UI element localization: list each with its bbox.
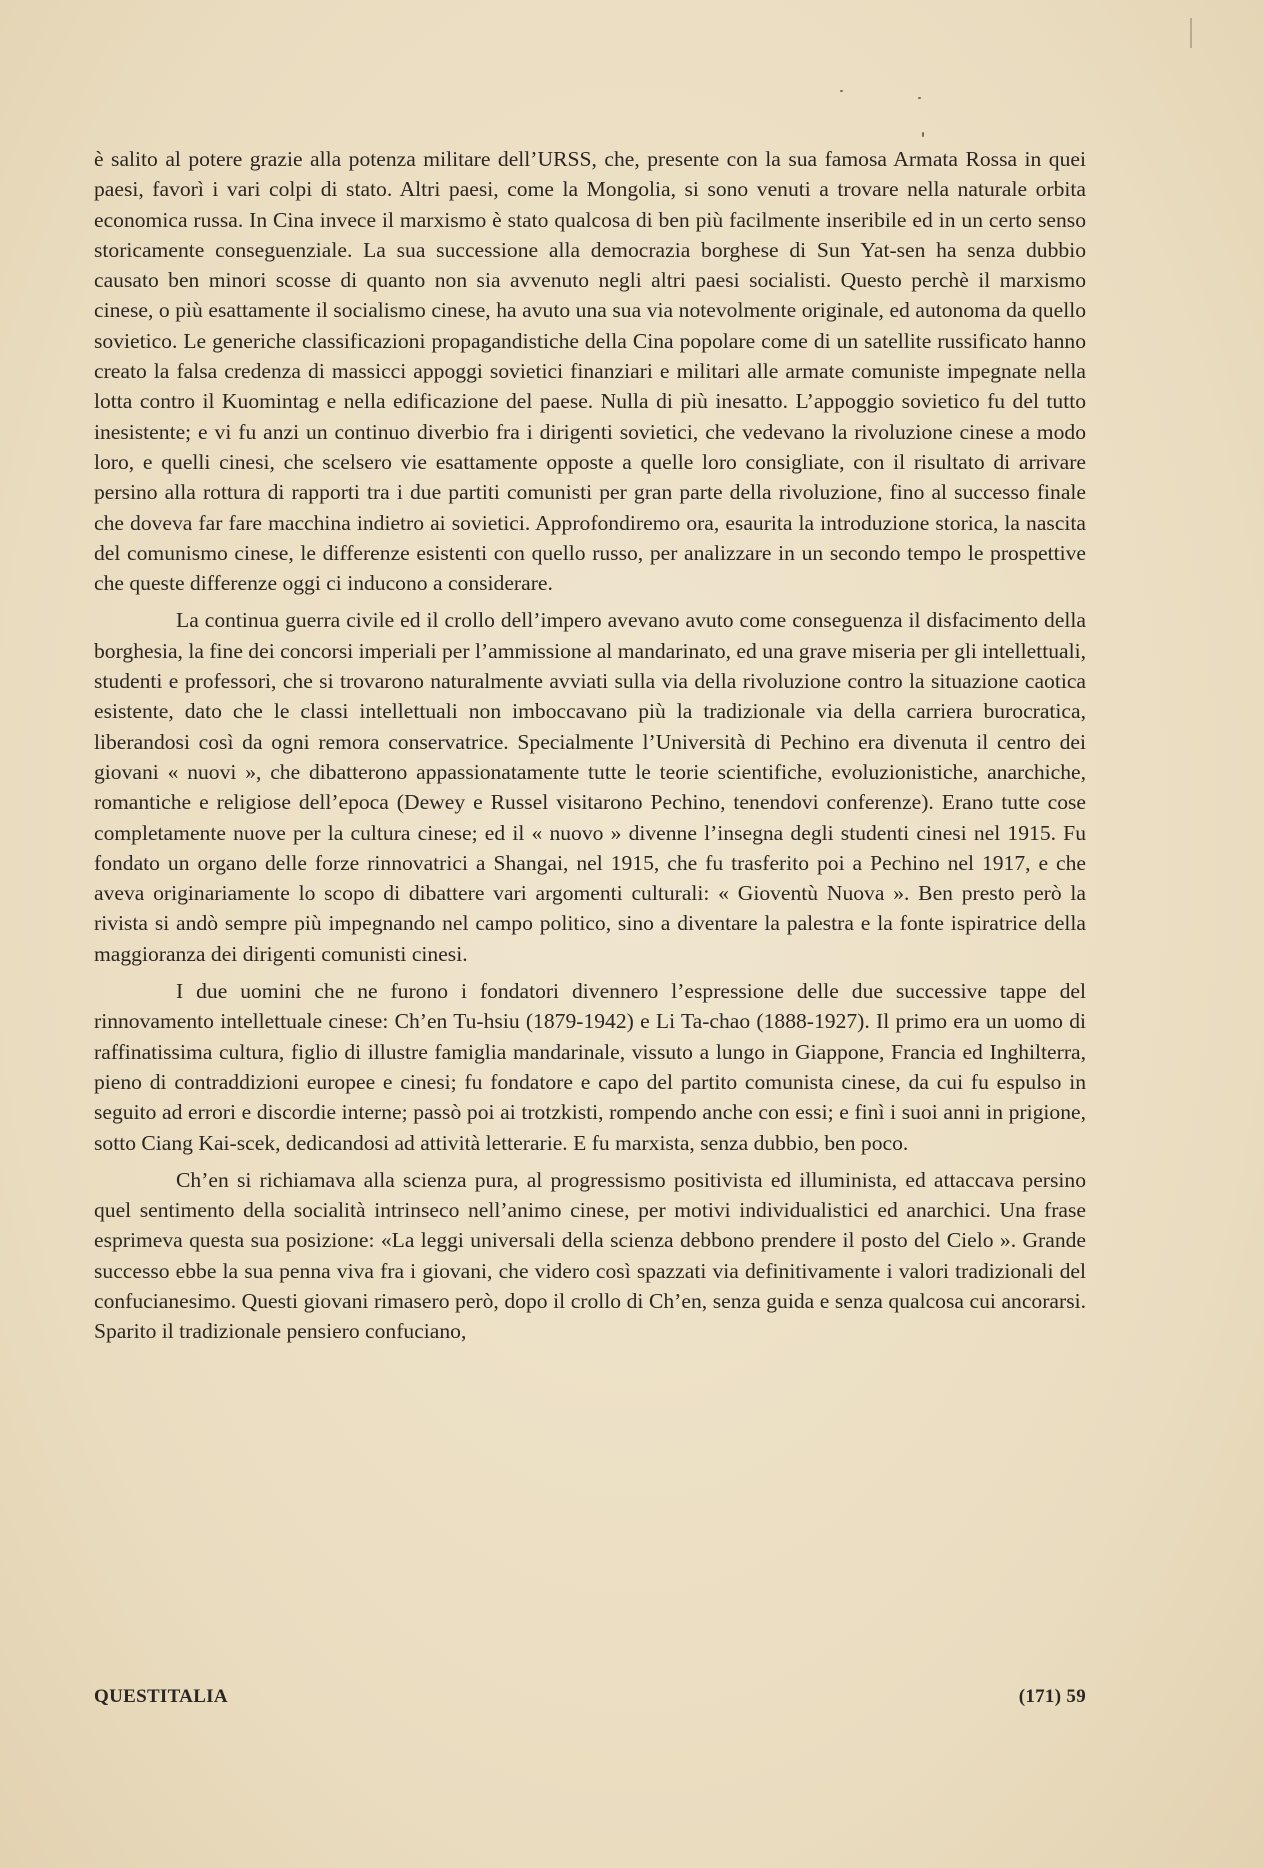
page-number: (171) 59	[1018, 1686, 1086, 1707]
article-body	[94, 144, 1086, 1347]
paragraph-3: I due uomini che ne furono i fondatori divennero l’espressione delle due successive tappe del rinnovamento intellettuale cinese: Ch’en Tu-hsiu (1879-1942) e Li Ta-chao (1888-1927). Il primo era un uomo di raffinatissima cultura, figlio di illustre famiglia mandarinale, vissuto a lungo in Giappone, Francia ed Inghilterra, pieno di contraddizioni europee e cinesi; fu fondatore e capo del partito comunista cinese, da cui fu espulso in seguito ad errori e discordie interne; passò poi ai trotzkisti, rompendo anche con essi; e finì i suoi anni in prigione, sotto Ciang Kai-scek, dedicandosi ad attività letterarie. E fu marxista, senza dubbio, ben poco.	[94, 979, 1086, 1155]
paragraph-4: Ch’en si richiamava alla scienza pura, al progressismo positivista ed illuminista, ed attaccava persino quel sentimento della socialità intrinseco nell’animo cinese, per motivi individualistici ed anarchici. Una frase esprimeva questa sua posizione: «La leggi universali della scienza debbono prendere il posto del Cielo ». Grande successo ebbe la sua penna viva fra i giovani, che videro così spazzati via definitivamente i valori tradizionali del confucianesimo. Questi giovani rimasero però, dopo il crollo di Ch’en, senza guida e senza qualcosa cui ancorarsi. Sparito il tradizionale pensiero confuciano,	[94, 1167, 1086, 1344]
ink-fleck	[922, 132, 924, 137]
page-footer	[94, 1686, 1086, 1716]
ink-fleck	[840, 90, 843, 92]
paragraph-2: La continua guerra civile ed il crollo dell’impero avevano avuto come conseguenza il disfacimento della borghesia, la fine dei concorsi imperiali per l’ammissione al mandarinato, ed una grave miseria per gli intellettuali, studenti e professori, che si trovarono naturalmente avviati sulla via della rivoluzione contro la situazione caotica esistente, dato che le classi intellettuali non imboccavano più la tradizionale via della carriera burocratica, liberandosi così da ogni remora conservatrice. Specialmente l’Università di Pechino era divenuta il centro dei giovani « nuovi », che dibatterono appassionatamente tutte le teorie scientifiche, evoluzionistiche, anarchiche, romantiche e religiose dell’epoca (Dewey e Russel visitarono Pechino, tenendovi conferenze). Erano tutte cose completamente nuove per la cultura cinese; ed il « nuovo » divenne l’insegna degli studenti cinesi nel 1915. Fu fondato un organo delle forze rinnovatrici a Shangai, nel 1915, che fu trasferito poi a Pechino nel 1917, e che aveva originariamente lo scopo di dibattere vari argomenti culturali: « Gioventù Nuova ». Ben presto però la rivista si andò sempre più impegnando nel campo politico, sino a diventare la palestra e la fonte ispiratrice della maggioranza dei dirigenti comunisti cinesi.	[94, 608, 1086, 966]
journal-name: QUESTITALIA	[94, 1686, 228, 1707]
paragraph-1: è salito al potere grazie alla potenza militare dell’URSS, che, presente con la sua famosa Armata Rossa in quei paesi, favorì i vari colpi di stato. Altri paesi, come la Mongolia, si sono venuti a trovare nella naturale orbita economica russa. In Cina invece il marxismo è stato qualcosa di ben più facilmente inseribile ed in un certo senso storicamente conseguenziale. La sua successione alla democrazia borghese di Sun Yat-sen ha senza dubbio causato ben minori scosse di quanto non sia avvenuto negli altri paesi socialisti. Questo perchè il marxismo cinese, o più esattamente il socialismo cinese, ha avuto una sua via notevolmente originale, ed autonoma da quello sovietico. Le generiche classificazioni propagandistiche della Cina popolare come di un satellite russificato hanno creato la falsa credenza di massicci appoggi sovietici finanziari e militari alle armate comuniste impegnate nella lotta contro il Kuomintag e nella edificazione del paese. Nulla di più inesatto. L’appoggio sovietico fu del tutto inesistente; e vi fu anzi un continuo diverbio fra i dirigenti sovietici, che vedevano la rivoluzione cinese a modo loro, e quelli cinesi, che scelsero vie esattamente opposte a quelle loro consigliate, con il risultato di arrivare persino alla rottura di rapporti tra i due partiti comunisti per gran parte della rivoluzione, fino al successo finale che doveva far fare macchina indietro ai sovietici. Approfondiremo ora, esaurita la introduzione storica, la nascita del comunismo cinese, le differenze esistenti con quello russo, per analizzare in un secondo tempo le prospettive che queste differenze oggi ci inducono a considerare.	[94, 147, 1086, 596]
ink-fleck	[918, 97, 921, 99]
page-crease-mark	[1190, 18, 1192, 48]
